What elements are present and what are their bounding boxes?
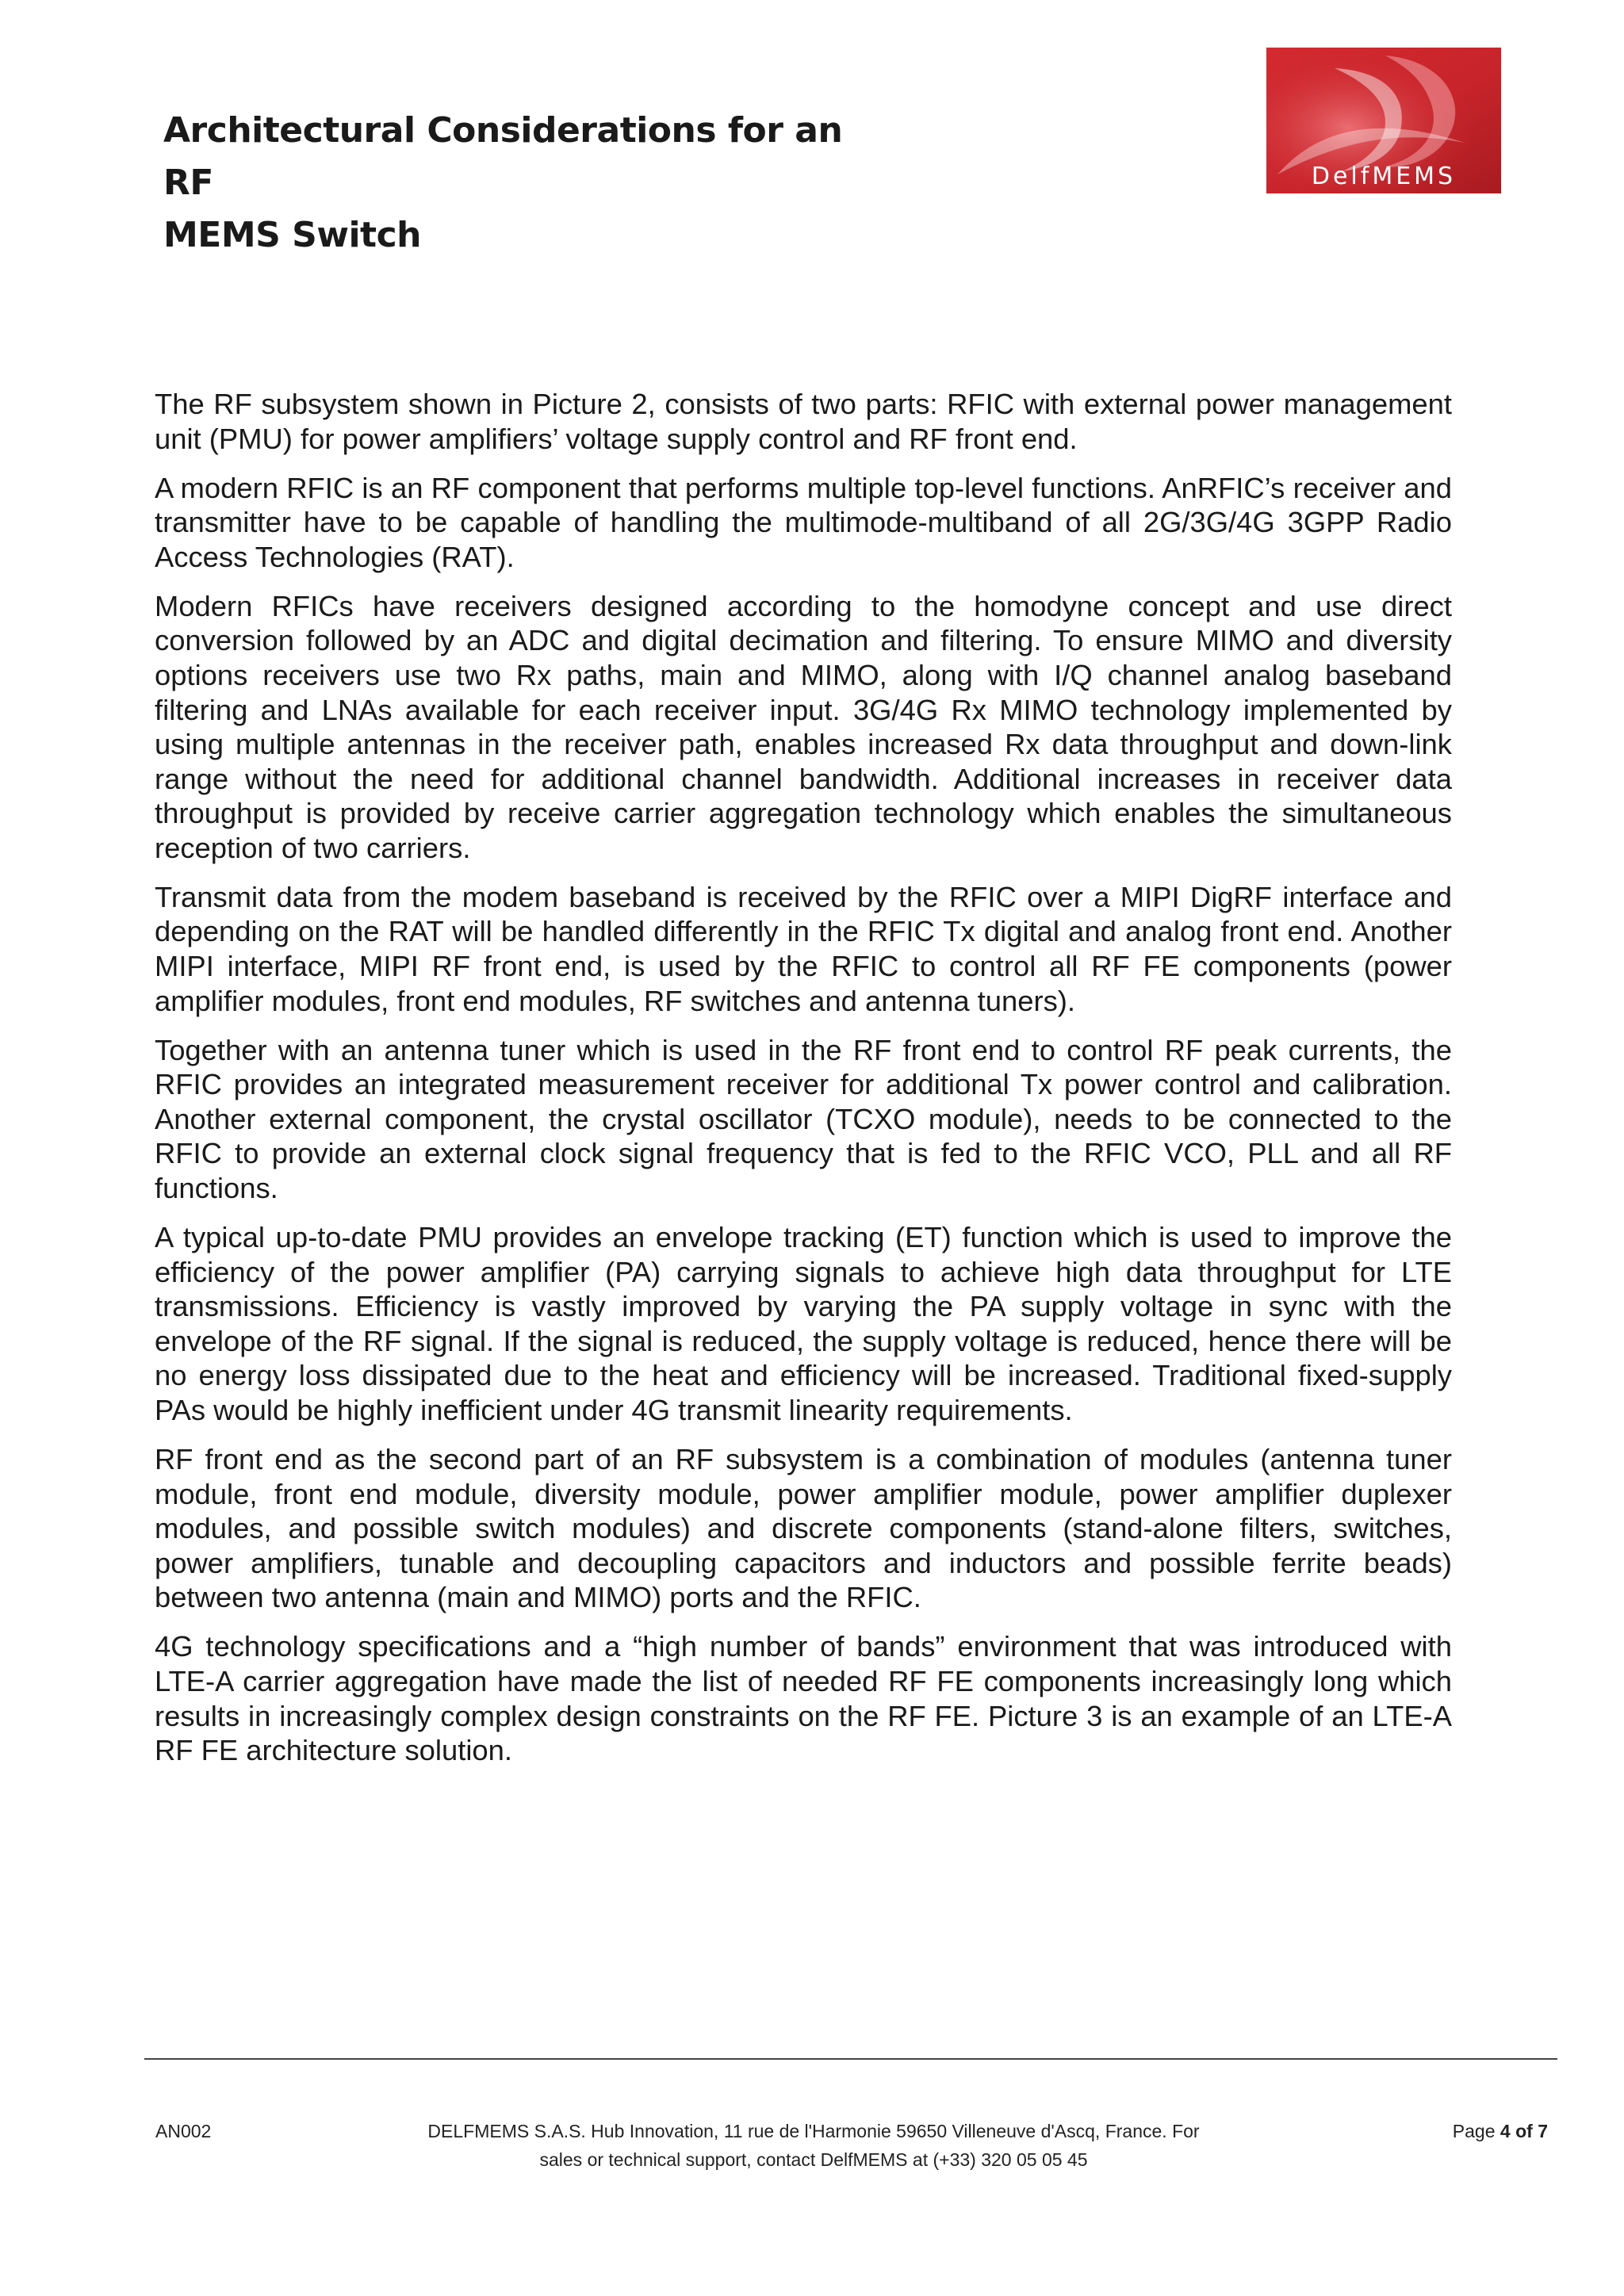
footer-address-line-1: DELFMEMS S.A.S. Hub Innovation, 11 rue de l'Harmonie 59650 Villeneuve d'Ascq, France. For <box>427 2121 1200 2141</box>
document-title-line-1: Architectural Considerations for an RF <box>163 110 843 203</box>
paragraph-transmit-data: Transmit data from the modem baseband is received by the RFIC over a MIPI DigRF interface and depending on the RAT will be handled differently in the RFIC Tx digital and analog front end. Another MIPI interface, MIPI RF front end, is used by the RFIC to control all RF FE components (power amplifier modules, front end modules, RF switches and antenna tuners). <box>155 880 1452 1017</box>
footer-divider <box>144 2058 1557 2060</box>
paragraph-rf-front-end: RF front end as the second part of an RF subsystem is a combination of modules (antenna tuner module, front end module, diversity module, power amplifier module, power amplifier duplexer modules, and possible switch modules) and discrete components (stand-alone filters, switches, power amplifiers, tunable and decoupling capacitors and inductors and possible ferrite beads) between two antenna (main and MIMO) ports and the RFIC. <box>155 1442 1452 1614</box>
paragraph-rf-subsystem: The RF subsystem shown in Picture 2, consists of two parts: RFIC with external power management unit (PMU) for power amplifiers’ voltage supply control and RF front end. <box>155 388 1452 455</box>
paragraph-modern-rfic: A modern RFIC is an RF component that performs multiple top-level functions. AnRFIC’s receiver and transmitter have to be capable of handling the multimode-multiband of all 2G/3G/4G 3GPP Radio Access Technologies (RAT). <box>155 471 1452 573</box>
body-text <box>155 387 1452 1782</box>
footer-page-number <box>1453 2117 1548 2145</box>
page-prefix: Page <box>1452 2121 1500 2141</box>
footer-address <box>377 2117 1250 2174</box>
paragraph-antenna-tuner: Together with an antenna tuner which is used in the RF front end to control RF peak currents, the RFIC provides an integrated measurement receiver for additional Tx power control and calibration. Another external component, the crystal oscillator (TCXO module), needs to be connected to the RFIC to provide an external clock signal frequency that is fed to the RFIC VCO, PLL and all RF functions. <box>155 1033 1452 1205</box>
logo-wordmark: DelfMEMS <box>1311 163 1457 190</box>
document-title-line-2: MEMS Switch <box>163 215 421 255</box>
page-separator: of <box>1510 2121 1538 2141</box>
paragraph-lte-a: 4G technology specifications and a “high number of bands” environment that was introduced with LTE-A carrier aggregation have made the list of needed RF FE components increasingly long which results in increasingly complex design constraints on the RF FE. Picture 3 is an example of an LTE-A RF FE architecture solution. <box>155 1630 1452 1767</box>
paragraph-pmu-envelope-tracking: A typical up-to-date PMU provides an envelope tracking (ET) function which is used to improve the efficiency of the power amplifier (PA) carrying signals to achieve high data throughput for LTE transmissions. Efficiency is vastly improved by varying the PA supply voltage in sync with the envelope of the RF signal. If the signal is reduced, the supply voltage is reduced, hence there will be no energy loss dissipated due to the heat and efficiency will be increased. Traditional fixed-supply PAs would be highly inefficient under 4G transmit linearity requirements. <box>155 1221 1452 1426</box>
page-current: 4 <box>1500 2121 1511 2141</box>
paragraph-rfic-receivers: Modern RFICs have receivers designed according to the homodyne concept and use direct conversion followed by an ADC and digital decimation and filtering. To ensure MIMO and diversity options receivers use two Rx paths, main and MIMO, along with I/Q channel analog baseband filtering and LNAs available for each receiver input. 3G/4G Rx MIMO technology implemented by using multiple antennas in the receiver path, enables increased Rx data throughput and down-link range without the need for additional channel bandwidth. Additional increases in receiver data throughput is provided by receive carrier aggregation technology which enables the simultaneous reception of two carriers. <box>155 589 1452 864</box>
footer-doc-id: AN002 <box>155 2121 212 2141</box>
document-title <box>163 105 877 262</box>
page-total: 7 <box>1538 2121 1548 2141</box>
delfmems-logo-icon <box>1266 48 1501 193</box>
footer-address-line-2: sales or technical support, contact DelfMEMS at (+33) 320 05 05 45 <box>539 2149 1088 2170</box>
